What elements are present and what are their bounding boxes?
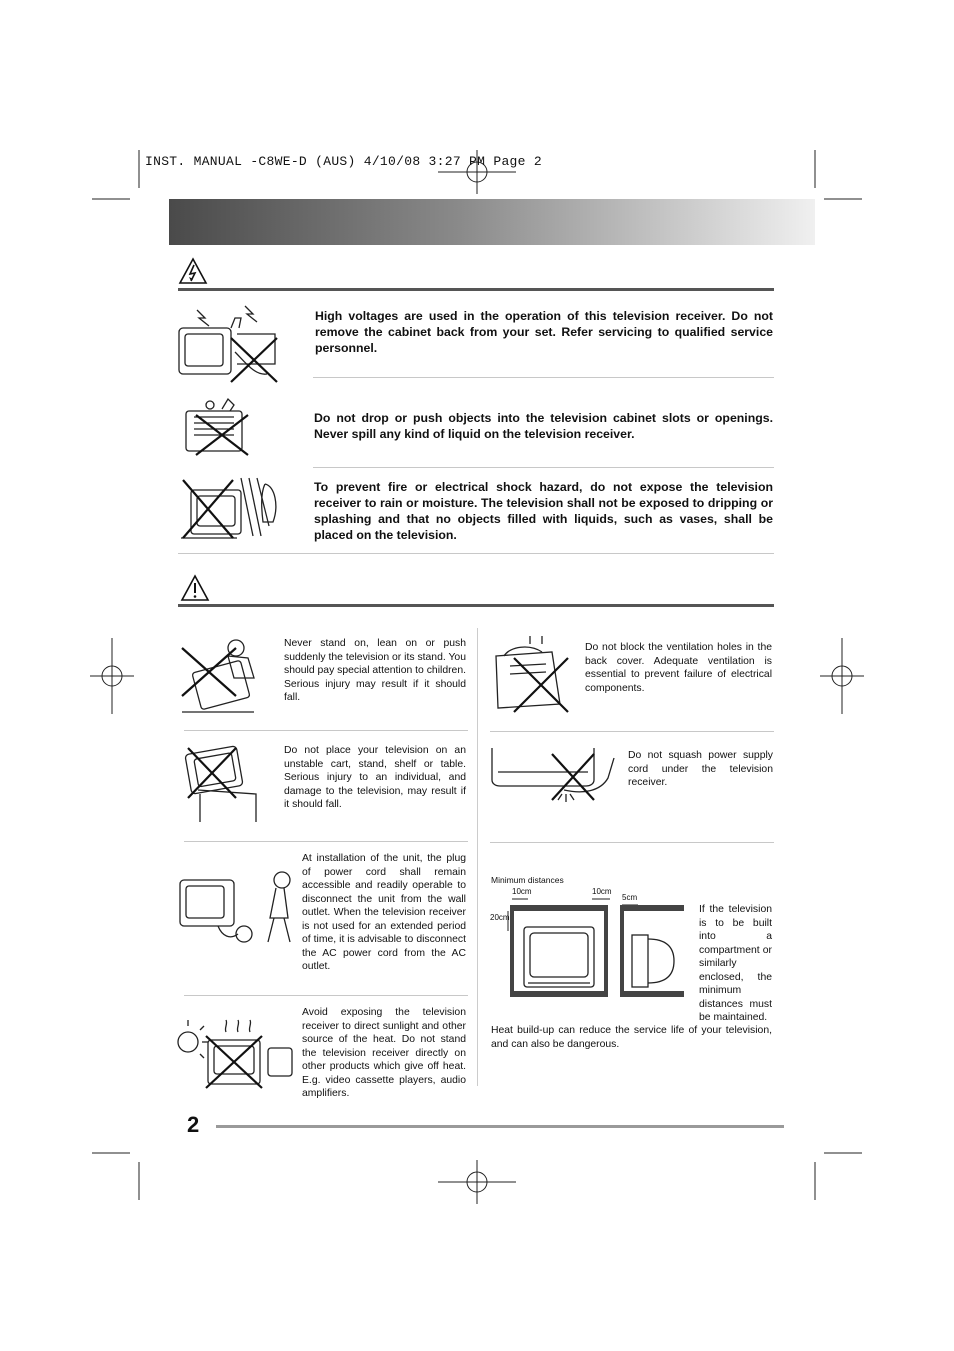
tv-sunlight-heat-illustration [176,1016,298,1092]
label-right-gap: 10cm [592,887,612,896]
tv-rain-moisture-illustration [177,476,287,546]
footer-rule [216,1125,784,1128]
caution-text-ventilation: Do not block the ventilation holes in the back cover. Adequate ventilation is essential to prevent failure of electrical components. [585,642,772,694]
print-slug-line: INST. MANUAL -C8WE-D (AUS) 4/10/08 3:27 PM Page 2 [145,154,542,169]
tv-power-plug-illustration [178,860,296,946]
right-divider-2 [490,842,774,843]
tv-squashed-cord-illustration [490,744,624,804]
tv-unstable-stand-illustration [178,742,264,824]
section1-rule [178,288,774,291]
page-number: 2 [187,1112,200,1137]
tv-objects-illustration [182,395,252,457]
label-top-gap: 20cm [490,913,510,922]
left-divider-1 [184,730,468,731]
caution-text-compartment: If the television is to be built into a compartment or similarly enclosed, the minimum distances must be maintained. [699,904,772,1023]
section2-rule [178,604,774,607]
caution-text-unstable-cart: Do not place your television on an unstable cart, stand, shelf or table. Serious injury to an individual, and damage to the television, may result if it should fall. [284,745,466,810]
minimum-distances-title: Minimum distances [491,875,564,885]
caution-text-heat-buildup: Heat build-up can reduce the service life of your television, and can also be dangerous. [491,1025,772,1050]
section1-bottom-rule [178,553,774,554]
left-divider-3 [184,995,468,996]
label-side-gap: 5cm [622,893,638,902]
caution-text-power-plug: At installation of the unit, the plug of power cord shall remain accessible and readily operable to disconnect the unit from the wall outlet. When the television receiver is not used for an extended period of time, it is advisable to disconnect the AC power cord from the AC outlet. [302,853,466,972]
tv-ventilation-illustration [490,642,574,714]
minimum-distances-diagram [498,895,698,999]
tv-back-cover-illustration [175,304,285,384]
right-divider-1 [490,731,774,732]
caution-exclamation-icon [180,574,210,602]
label-left-gap: 10cm [512,887,532,896]
left-divider-2 [184,841,468,842]
caution-text-sunlight-heat: Avoid exposing the television receiver to direct sunlight and other source of the heat. Do not stand the television receiver directly on other products which give off heat. E.g. video cassette players, audio amplifiers. [302,1007,466,1099]
column-divider [477,628,478,1086]
warning-text-objects-liquid: Do not drop or push objects into the television cabinet slots or openings. Never spill any kind of liquid on the television receiver. [314,411,773,441]
section1-divider-2 [313,467,774,468]
lightning-warning-icon [178,257,208,285]
header-gradient-bar [169,199,815,245]
section1-divider-1 [313,377,774,378]
warning-text-rain-moisture: To prevent fire or electrical shock hazard, do not expose the television receiver to rain or moisture. The television shall not be exposed to dripping or splashing and that no objects filled with liquids, such as vases, shall be placed on the television. [314,480,773,542]
caution-text-stand-lean-push: Never stand on, lean on or push suddenly the television or its stand. You should pay special attention to children. Serious injury may result if it should fall. [284,638,466,703]
child-leaning-on-tv-illustration [178,634,278,716]
warning-text-high-voltage: High voltages are used in the operation of this television receiver. Do not remove the cabinet back from your set. Refer servicing to qualified service personnel. [315,309,773,355]
caution-text-power-cord: Do not squash power supply cord under the television receiver. [628,750,773,788]
